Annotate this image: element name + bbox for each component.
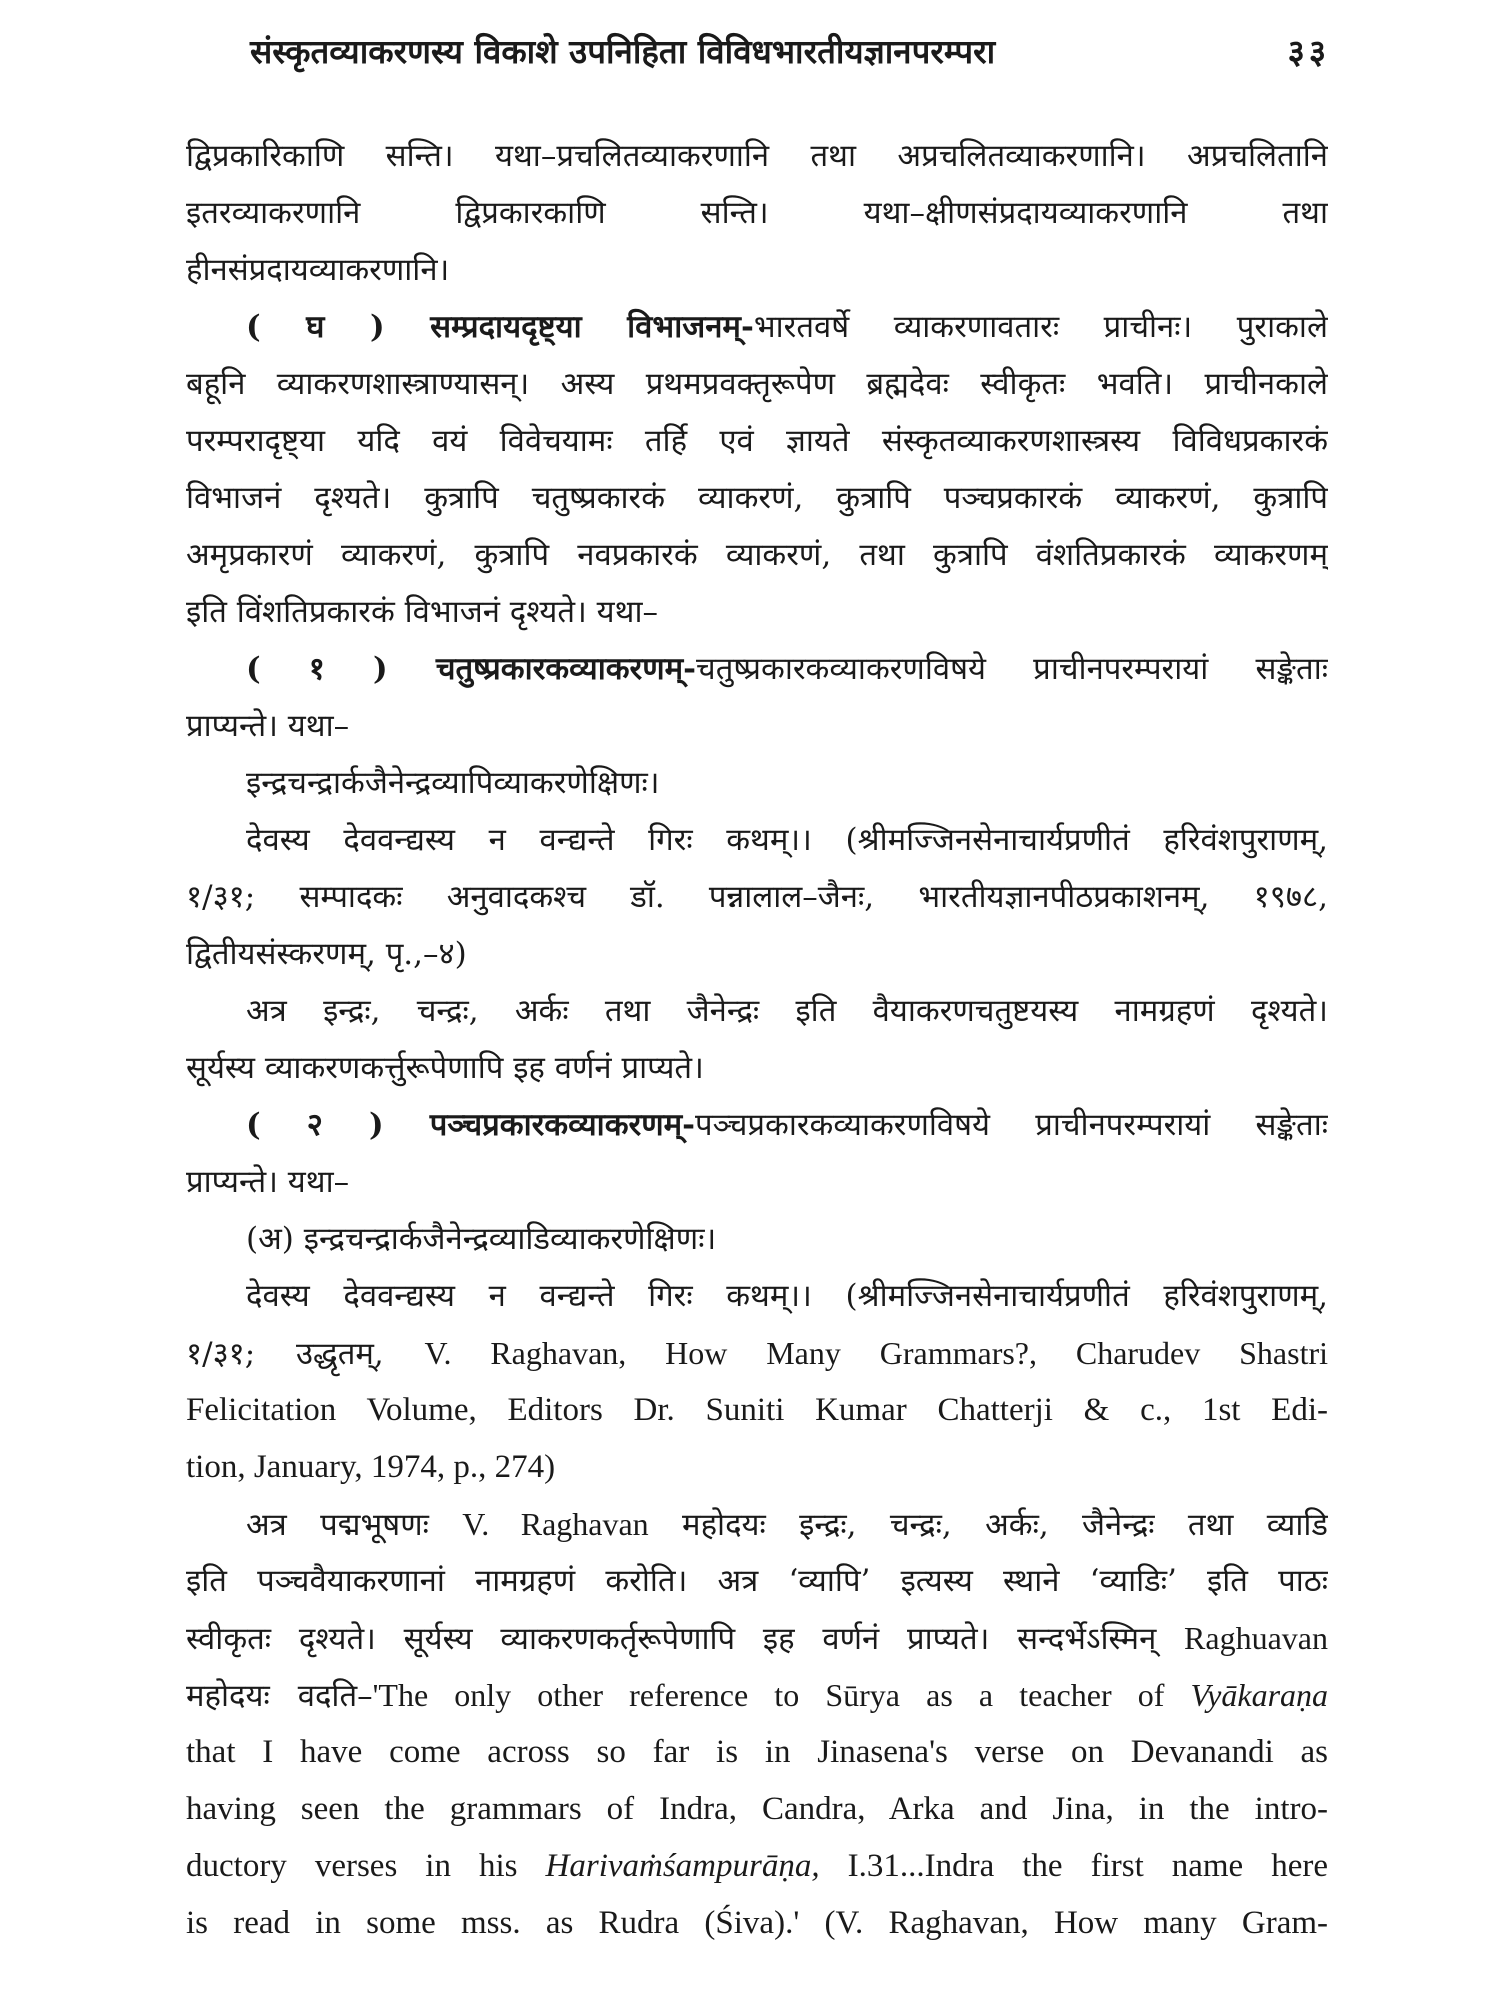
citation-line: १/३१; सम्पादकः अनुवादकश्च डॉ. पन्नालाल–जैनः, भारतीयज्ञानपीठप्रकाशनम्, १९७८, bbox=[186, 879, 1328, 915]
text-line bbox=[186, 1610, 1328, 1667]
text-span: ductory verses in his bbox=[186, 1848, 546, 1884]
subsection-heading: ( १ ) चतुष्प्रकारकव्याकरणम्- bbox=[246, 651, 697, 687]
section-gha-line bbox=[186, 299, 1328, 356]
citation-line bbox=[186, 1325, 1328, 1382]
text-line: प्राप्यन्ते। यथा– bbox=[186, 708, 350, 744]
quote-line: is read in some mss. as Rudra (Śiva).' (V. Raghavan, How many Gram- bbox=[186, 1905, 1328, 1941]
text-span: चतुष्प्रकारकव्याकरणविषये प्राचीनपरम्परायां सङ्केताः bbox=[696, 651, 1328, 687]
text-line: इति विंशतिप्रकारकं विभाजनं दृश्यते। यथा– bbox=[186, 594, 658, 630]
citation-line: Felicitation Volume, Editors Dr. Suniti Kumar Chatterji & c., 1st Edi- bbox=[186, 1392, 1328, 1428]
text-line: इति पञ्चवैयाकरणानां नामग्रहणं करोति। अत्र ‘व्यापि’ इत्यस्य स्थाने ‘व्याडिः’ इति पाठः bbox=[186, 1563, 1328, 1599]
text-span: महोदयः वदति– bbox=[186, 1678, 373, 1714]
text-span: १/३१; उद्धृतम्, bbox=[186, 1336, 425, 1372]
subsection-2-line bbox=[186, 1097, 1328, 1154]
header-title: संस्कृतव्याकरणस्य विकाशे उपनिहिता विविधभारतीयज्ञानपरम्परा bbox=[250, 32, 996, 71]
text-span: V. Raghavan, How Many Grammars?, Charudev Shastri bbox=[424, 1335, 1328, 1371]
text-line: द्विप्रकारिकाणि सन्ति। यथा–प्रचलितव्याकरणानि तथा अप्रचलितव्याकरणानि। अप्रचलितानि bbox=[186, 138, 1328, 174]
text-line: हीनसंप्रदायव्याकरणानि। bbox=[186, 252, 450, 288]
section-heading: ( घ ) सम्प्रदायदृष्ट्या विभाजनम्- bbox=[246, 309, 754, 345]
quote-line: that I have come across so far is in Jinasena's verse on Devanandi as bbox=[186, 1734, 1328, 1770]
text-line bbox=[186, 1496, 1328, 1553]
quote-line bbox=[186, 1667, 1328, 1724]
text-span: पञ्चप्रकारकव्याकरणविषये प्राचीनपरम्परायां सङ्केताः bbox=[695, 1107, 1328, 1143]
page-number: ३३ bbox=[1287, 32, 1330, 71]
text-span: 'The only other reference to Sūrya as a teacher of bbox=[372, 1677, 1191, 1713]
text-span: I.31...Indra the first name here bbox=[819, 1848, 1328, 1884]
text-line: अत्र इन्द्रः, चन्द्रः, अर्कः तथा जैनेन्द्रः इति वैयाकरणचतुष्टयस्य नामग्रहणं दृश्यते। bbox=[246, 993, 1328, 1029]
citation-line: tion, January, 1974, p., 274) bbox=[186, 1449, 556, 1485]
page-body bbox=[186, 128, 1328, 1952]
italic-term: Vyākaraṇa bbox=[1190, 1677, 1328, 1713]
quote-line: having seen the grammars of Indra, Candra, Arka and Jina, in the intro- bbox=[186, 1791, 1328, 1827]
text-line: प्राप्यन्ते। यथा– bbox=[186, 1164, 350, 1200]
text-span: Raghuavan bbox=[1184, 1620, 1328, 1656]
text-line: अमृप्रकारणं व्याकरणं, कुत्रापि नवप्रकारकं व्याकरणं, तथा कुत्रापि वंशतिप्रकारकं व्याकरणम् bbox=[186, 537, 1328, 573]
subsection-1-line bbox=[186, 641, 1328, 698]
text-line: सूर्यस्य व्याकरणकर्त्तुरूपेणापि इह वर्णनं प्राप्यते। bbox=[186, 1050, 704, 1086]
text-line: विभाजनं दृश्यते। कुत्रापि चतुष्प्रकारकं व्याकरणं, कुत्रापि पञ्चप्रकारकं व्याकरणं, कुत्रापि bbox=[186, 480, 1328, 516]
verse-line: इन्द्रचन्द्रार्कजैनेन्द्रव्यापिव्याकरणेक्षिणः। bbox=[246, 765, 660, 801]
subsection-heading: ( २ ) पञ्चप्रकारकव्याकरणम्- bbox=[246, 1107, 696, 1143]
verse-line: देवस्य देववन्द्यस्य न वन्द्यन्ते गिरः कथम्।। (श्रीमज्जिनसेनाचार्यप्रणीतं हरिवंशपुराणम्, bbox=[246, 822, 1328, 858]
text-span: अत्र पद्मभूषणः bbox=[246, 1507, 463, 1543]
verse-line: (अ) इन्द्रचन्द्रार्कजैनेन्द्रव्याडिव्याकरणेक्षिणः। bbox=[246, 1221, 717, 1257]
text-line: बहूनि व्याकरणशास्त्राण्यासन्। अस्य प्रथमप्रवक्तृरूपेण ब्रह्मदेवः स्वीकृतः भवति। प्राचीनकाले bbox=[186, 366, 1328, 402]
citation-line: द्वितीयसंस्करणम्, पृ.,–४) bbox=[186, 936, 467, 972]
text-span: V. Raghavan bbox=[462, 1506, 649, 1542]
text-line: परम्परादृष्ट्या यदि वयं विवेचयामः तर्हि एवं ज्ञायते संस्कृतव्याकरणशास्त्रस्य विविधप्रकारकं bbox=[186, 423, 1328, 459]
quote-line bbox=[186, 1838, 1328, 1895]
running-header bbox=[250, 28, 1330, 78]
text-span: स्वीकृतः दृश्यते। सूर्यस्य व्याकरणकर्तृरूपेणापि इह वर्णनं प्राप्यते। सन्दर्भेऽस्मिन् bbox=[186, 1621, 1185, 1657]
text-span: महोदयः इन्द्रः, चन्द्रः, अर्कः, जैनेन्द्रः तथा व्याडि bbox=[648, 1507, 1328, 1543]
verse-line: देवस्य देववन्द्यस्य न वन्द्यन्ते गिरः कथम्।। (श्रीमज्जिनसेनाचार्यप्रणीतं हरिवंशपुराणम्, bbox=[246, 1278, 1328, 1314]
italic-title: Harivaṁśampurāṇa, bbox=[545, 1848, 820, 1884]
text-line: इतरव्याकरणानि द्विप्रकारकाणि सन्ति। यथा–क्षीणसंप्रदायव्याकरणानि तथा bbox=[186, 195, 1328, 231]
text-span: भारतवर्षे व्याकरणावतारः प्राचीनः। पुराकाले bbox=[753, 309, 1328, 345]
